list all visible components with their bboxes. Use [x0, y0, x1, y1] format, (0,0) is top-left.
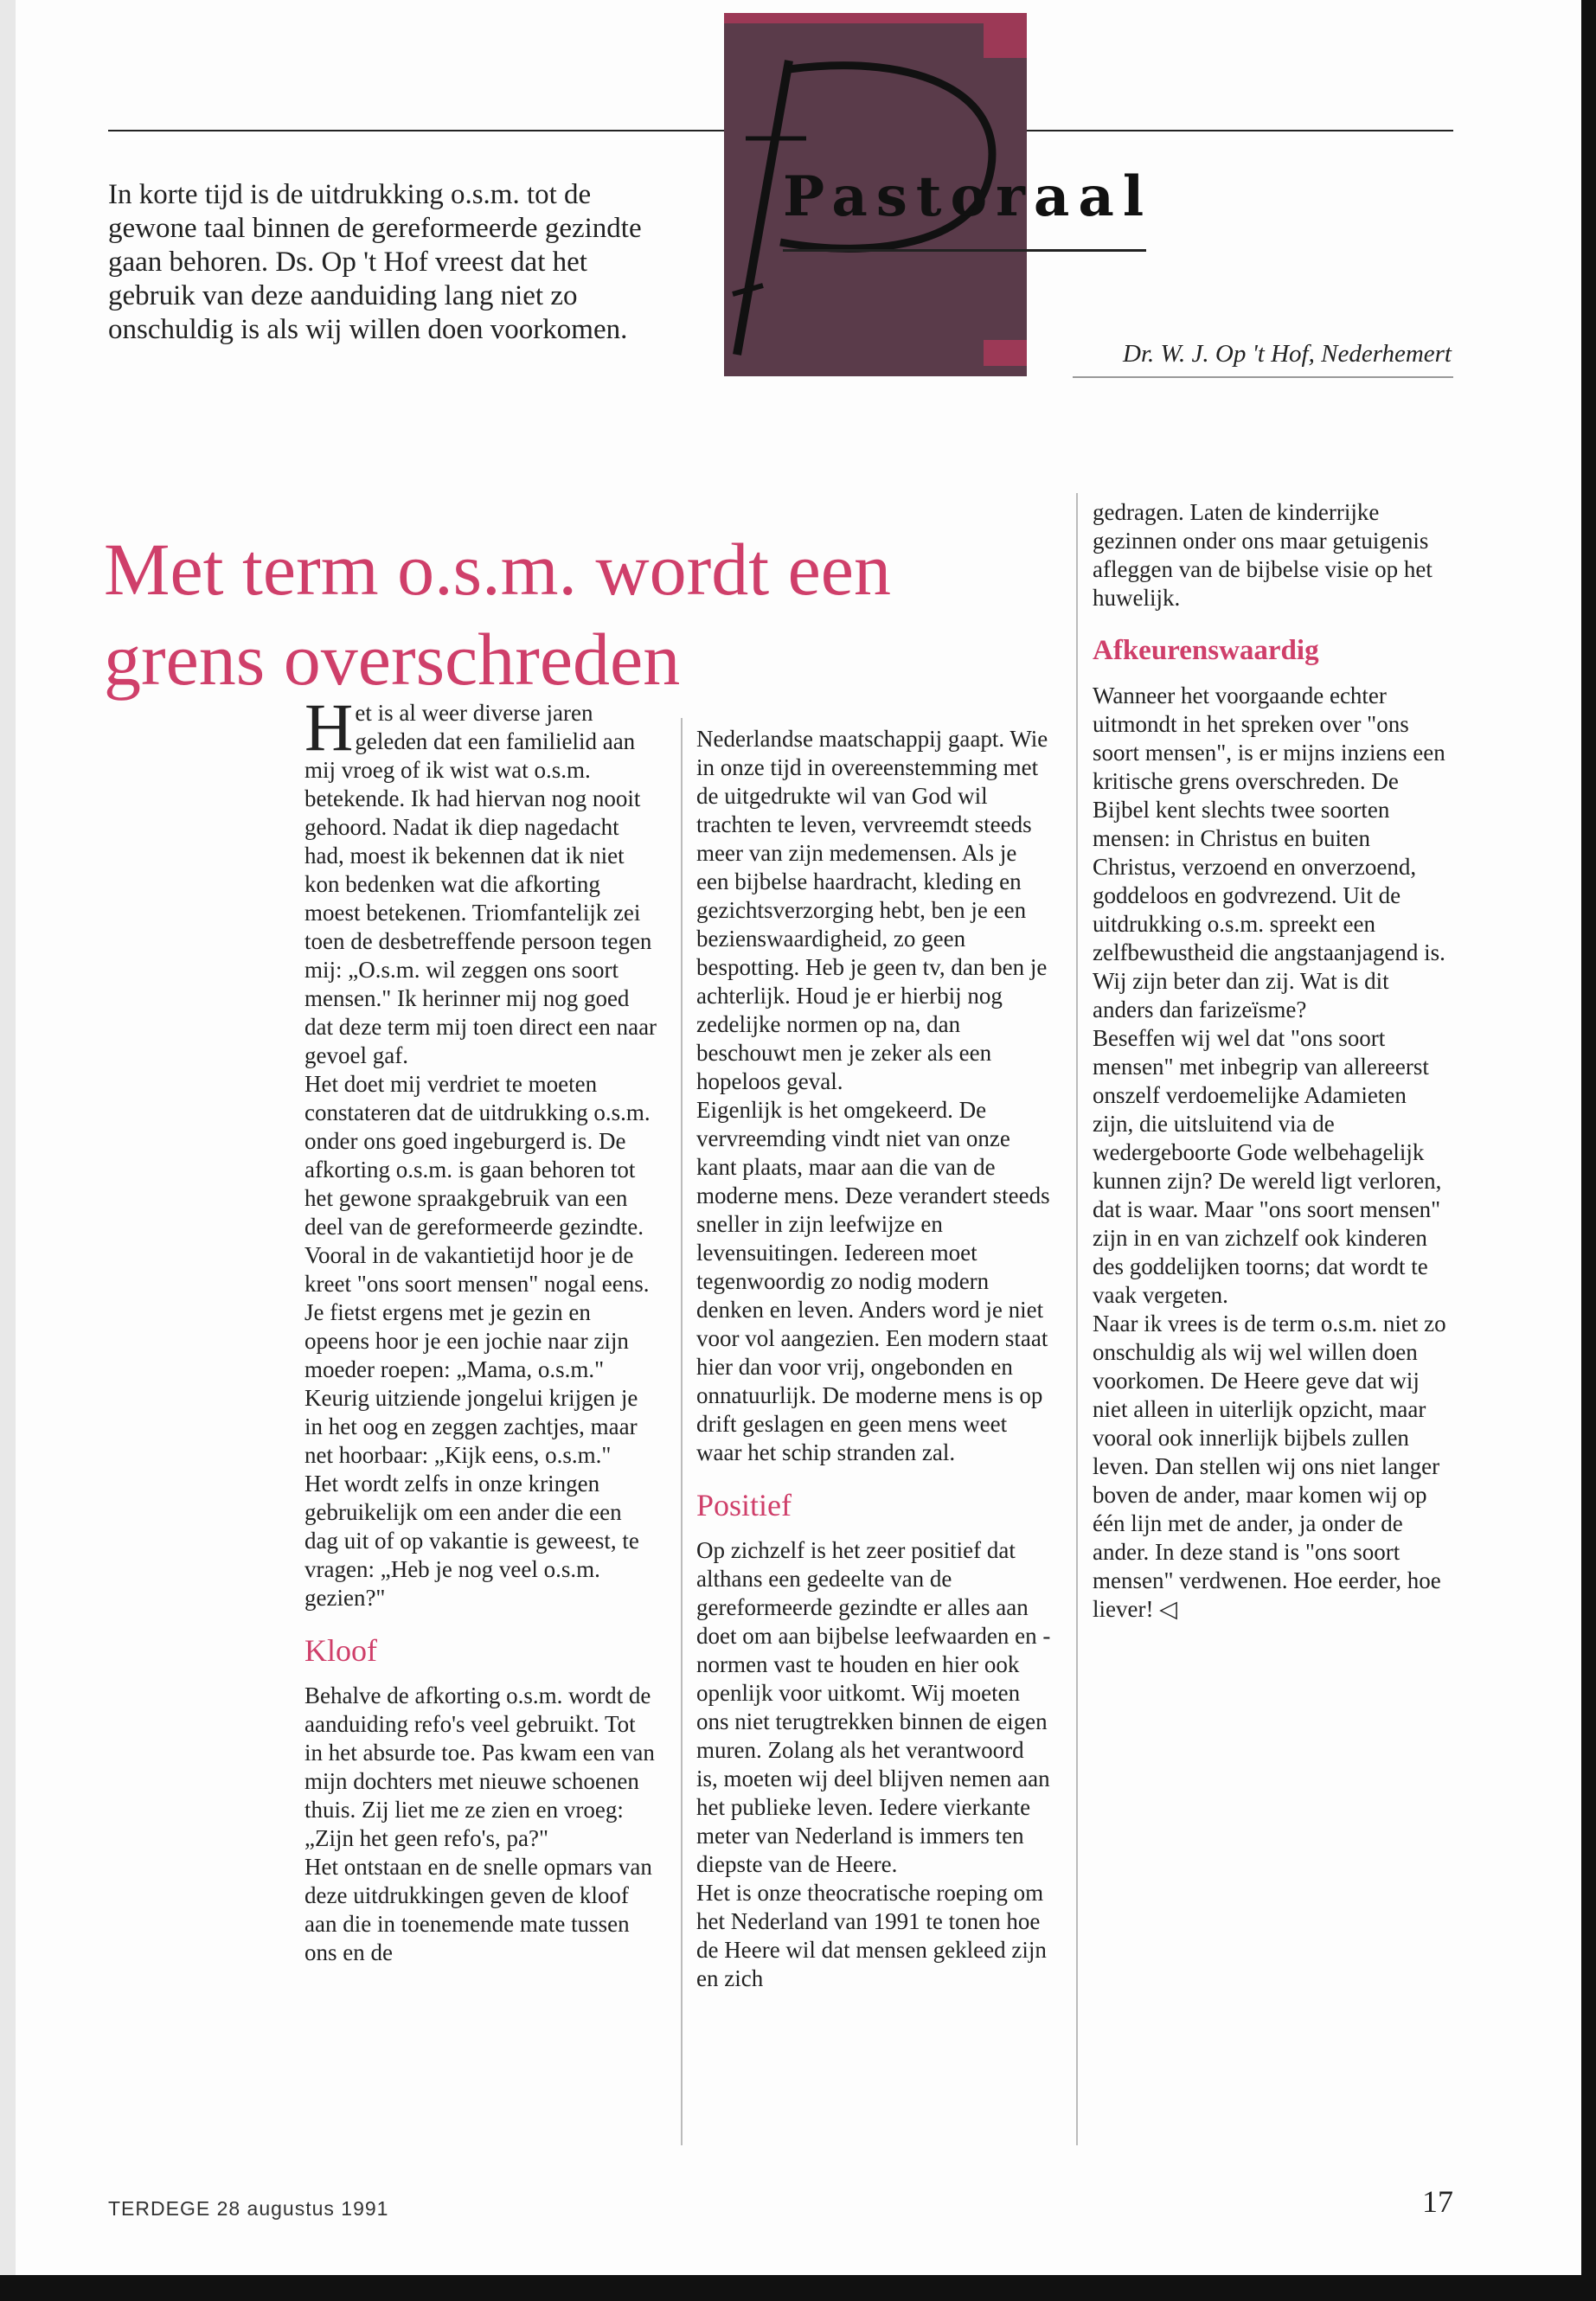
scan-edge-right	[1581, 0, 1596, 2301]
paragraph: Op zichzelf is het zeer positief dat althans een gedeelte van de gereformeerde gezindte er alles aan doet om aan bijbelse leefwaarden en -normen vast te houden en hier ook openlijk voor uitkomt. Wij moeten ons niet terugtrekken binnen de eigen muren. Zolang als het verantwoord is, moeten wij deel blijven nemen aan het publieke leven. Iedere vierkante meter van Nederland is immers ten diepste van de Heere.	[696, 1537, 1051, 1877]
column-divider-1	[681, 718, 683, 2145]
paragraph-text: et is al weer diverse jaren geleden dat een familielid aan mij vroeg of ik wist wat o.s.m. betekende. Ik had hiervan nog nooit gehoord. Nadat ik diep nagedacht had, moest ik bekennen dat ik niet kon bedenken wat die afkorting moest betekenen. Triomfantelijk zei toen de desbetreffende persoon tegen mij: „O.s.m. wil zeggen ons soort mensen." Ik herinner mij nog goed dat deze term mij toen direct een naar gevoel gaf.	[304, 700, 657, 1068]
scan-edge-left	[0, 0, 16, 2301]
intro-text: In korte tijd is de uitdrukking o.s.m. tot de gewone taal binnen de gereformeerde gezindte gaan behoren. Ds. Op 't Hof vreest dat het gebruik van deze aanduiding lang niet zo onschuldig is als wij willen doen voorkomen.	[108, 179, 642, 345]
paragraph: Het is onze theocratische roeping om het Nederland van 1991 te tonen hoe de Heere wil dat mensen gekleed zijn en zich	[696, 1880, 1047, 1991]
article-column-3	[1093, 498, 1452, 1624]
drop-cap: H	[304, 689, 354, 765]
publication-footer: TERDEGE 28 augustus 1991	[108, 2197, 389, 2220]
paragraph: Het wordt zelfs in onze kringen gebruikelijk om een ander die een dag uit of op vakantie is geweest, te vragen: „Heb je nog veel o.s.m. gezien?"	[304, 1471, 639, 1611]
paragraph: Naar ik vrees is de term o.s.m. niet zo onschuldig als wij wel willen doen voorkomen. De Heere geve dat wij niet alleen in uiterlijk opzicht, maar vooral ook innerlijk bijbels zullen leven. Dan stellen wij ons niet langer boven de ander, maar komen wij op één lijn met de ander, ja onder de ander. In deze stand is "ons soort mensen" verdwenen. Hoe eerder, hoe liever! ◁	[1093, 1311, 1446, 1622]
subhead-positief: Positief	[696, 1488, 792, 1522]
paragraph: Nederlandse maatschappij gaapt. Wie in onze tijd in overeenstemming met de uitgedrukte wil van God wil trachten te leven, vervreemdt steeds meer van zijn medemensen. Als je een bijbelse haardracht, kleding en gezichtsverzorging hebt, ben je een bezienswaardigheid, zo geen bespotting. Heb je geen tv, dan ben je achterlijk. Houd je er hierbij nog zedelijke normen op na, dan beschouwt men je zeker als een hopeloos geval.	[696, 726, 1048, 1094]
byline-rule	[1073, 376, 1453, 378]
paragraph: Beseffen wij wel dat "ons soort mensen" met inbegrip van allereerst onszelf verdoemelijke Adamieten zijn, die uitsluitend via de wedergeboorte Gode welbehagelijk kunnen zijn? De wereld ligt verloren, dat is waar. Maar "ons soort mensen" zijn in en van zichzelf ook kinderen des goddelijken toorns; dat wordt te vaak vergeten.	[1093, 1025, 1442, 1308]
section-title: Pastoraal	[783, 164, 1153, 229]
paragraph: gedragen. Laten de kinderrijke gezinnen onder ons maar getuigenis afleggen van de bijbelse visie op het huwelijk.	[1093, 499, 1433, 611]
top-rule-right	[1027, 130, 1453, 131]
paragraph: Behalve de afkorting o.s.m. wordt de aanduiding refo's veel gebruikt. Tot in het absurde toe. Pas kwam een van mijn dochters met nieuwe schoenen thuis. Zij liet me ze zien en vroeg: „Zijn het geen refo's, pa?"	[304, 1682, 655, 1851]
paragraph: Eigenlijk is het omgekeerd. De vervreemding vindt niet van onze kant plaats, maar aan die van de moderne mens. Deze verandert steeds sneller in zijn leefwijze en levensuitingen. Iedereen moet tegenwoordig zo nodig modern denken en leven. Anders word je niet voor vol aangezien. Een modern staat hier dan voor vrij, ongebonden en onnatuurlijk. De moderne mens is op drift geslagen en geen mens weet waar het schip stranden zal.	[696, 1097, 1050, 1465]
paragraph: Vooral in de vakantietijd hoor je de kreet "ons soort mensen" nogal eens. Je fietst ergens met je gezin en opeens hoor je een jochie naar zijn moeder roepen: „Mama, o.s.m." Keurig uitziende jongelui krijgen je in het oog en zeggen zachtjes, maar net hoorbaar: „Kijk eens, o.s.m."	[304, 1242, 650, 1468]
scan-edge-bottom	[0, 2275, 1596, 2301]
subhead-kloof: Kloof	[304, 1633, 377, 1668]
byline: Dr. W. J. Op 't Hof, Nederhemert	[1123, 340, 1452, 368]
article-column-2	[696, 725, 1051, 1993]
article-column-1	[304, 689, 659, 1967]
paragraph	[304, 689, 659, 1070]
top-rule-left	[108, 130, 724, 131]
column-divider-2	[1076, 493, 1078, 2145]
subhead-afkeurenswaardig: Afkeurenswaardig	[1093, 635, 1319, 666]
paragraph: Het ontstaan en de snelle opmars van deze uitdrukkingen geven de kloof aan die in toenemende mate tussen ons en de	[304, 1854, 652, 1965]
paragraph: Wanneer het voorgaande echter uitmondt in het spreken over "ons soort mensen", is er mijns inziens een kritische grens overschreden. De Bijbel kent slechts twee soorten mensen: in Christus en buiten Christus, verzoend en onverzoend, goddeloos en godvrezend. Uit de uitdrukking o.s.m. spreekt een zelfbewustheid die angstaanjagend is. Wij zijn beter dan zij. Wat is dit anders dan farizeïsme?	[1093, 683, 1445, 1022]
page-number: 17	[1422, 2184, 1453, 2219]
section-title-rule	[783, 249, 1146, 252]
paragraph: Het doet mij verdriet te moeten constateren dat de uitdrukking o.s.m. onder ons goed ingeburgerd is. De afkorting o.s.m. is gaan behoren tot het gewone spraakgebruik van een deel van de gereformeerde gezindte.	[304, 1071, 651, 1240]
article-headline: Met term o.s.m. wordt een grens overschreden	[104, 527, 891, 701]
